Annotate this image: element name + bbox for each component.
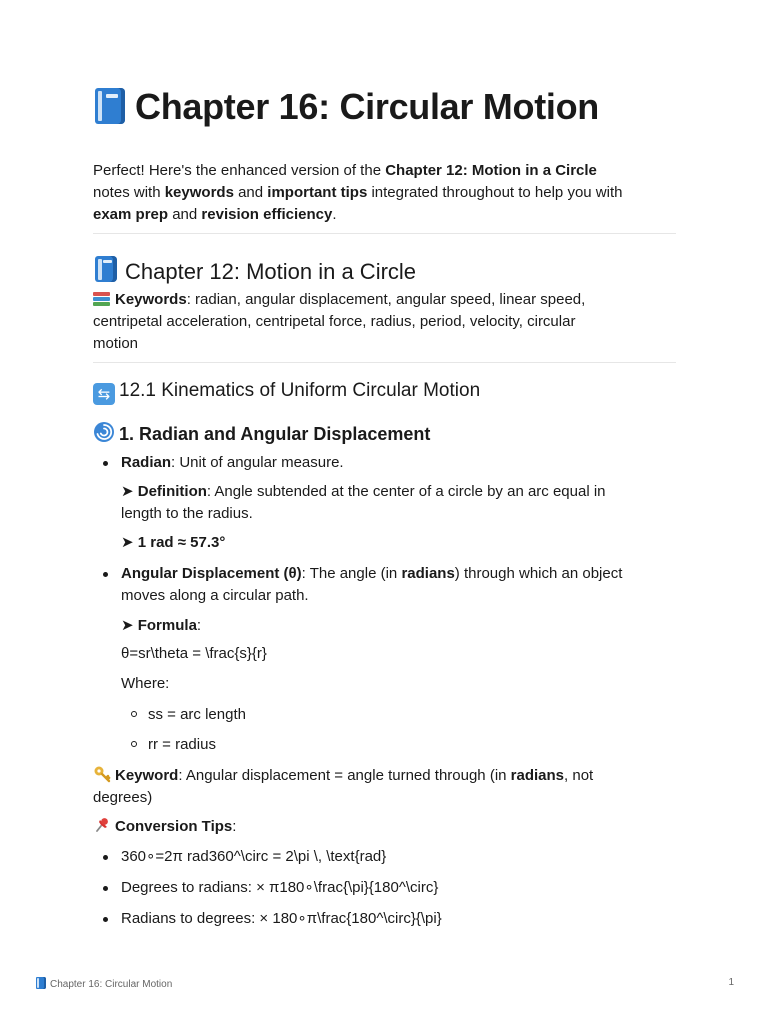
blue-book-icon bbox=[35, 977, 47, 989]
section-heading-text: 12.1 Kinematics of Uniform Circular Motion bbox=[119, 380, 481, 401]
intro-bold: exam prep bbox=[93, 206, 169, 223]
angular-displacement-bold: radians bbox=[401, 565, 455, 582]
where-label: Where: bbox=[121, 675, 170, 692]
chapter-heading bbox=[93, 255, 416, 285]
intro-text: and bbox=[233, 184, 268, 201]
keywords-paragraph bbox=[93, 289, 676, 355]
intro-bold: keywords bbox=[164, 184, 234, 201]
footer-title bbox=[35, 977, 172, 990]
radian-definition bbox=[121, 481, 676, 525]
conversion-colon: : bbox=[232, 818, 237, 835]
subsection-heading bbox=[93, 421, 430, 445]
keyword-text: degrees) bbox=[93, 789, 153, 806]
repeat-icon: ⇆ bbox=[93, 383, 115, 405]
document-title: Chapter 16: Circular Motion bbox=[135, 86, 599, 127]
list-item-radian bbox=[121, 452, 676, 474]
cyclone-icon bbox=[93, 421, 115, 443]
intro-bold: revision efficiency bbox=[201, 206, 333, 223]
intro-text: Perfect! Here's the enhanced version of the bbox=[93, 162, 386, 179]
formula-label: ➤ Formula bbox=[121, 617, 197, 634]
intro-text: and bbox=[168, 206, 202, 223]
footer-title-text: Chapter 16: Circular Motion bbox=[50, 979, 173, 990]
intro-bold: important tips bbox=[267, 184, 368, 201]
intro-text: integrated throughout to help you with bbox=[367, 184, 623, 201]
definition-label: ➤ Definition bbox=[121, 483, 207, 500]
pushpin-icon bbox=[93, 816, 111, 834]
radian-value-text: ➤ 1 rad ≈ 57.3° bbox=[121, 534, 226, 551]
radian-text: : Unit of angular measure. bbox=[171, 454, 344, 471]
page-number: 1 bbox=[728, 977, 734, 988]
list-item: Radians to degrees: × 180∘π\frac{180^\circ}{\pi} bbox=[121, 908, 676, 930]
list-item: ss = arc length bbox=[148, 704, 668, 726]
formula-label-line bbox=[121, 615, 676, 637]
keyword-note bbox=[93, 765, 676, 809]
divider bbox=[93, 362, 676, 363]
blue-book-icon bbox=[93, 87, 127, 125]
keyword-text: , not bbox=[564, 767, 594, 784]
list-item-angular-displacement bbox=[121, 563, 676, 607]
chapter-heading-text: Chapter 12: Motion in a Circle bbox=[125, 259, 417, 284]
radian-value bbox=[121, 532, 676, 554]
subsection-heading-text: 1. Radian and Angular Displacement bbox=[119, 424, 431, 444]
keyword-label: Keyword bbox=[115, 767, 179, 784]
radian-label: Radian bbox=[121, 454, 172, 471]
angular-displacement-text: : The angle (in bbox=[301, 565, 402, 582]
definition-text: length to the radius. bbox=[121, 505, 253, 522]
keywords-label: Keywords bbox=[115, 291, 187, 308]
keywords-text: : radian, angular displacement, angular speed, linear speed, bbox=[186, 291, 586, 308]
angular-displacement-text: moves along a circular path. bbox=[121, 587, 309, 604]
angular-displacement-text: ) through which an object bbox=[454, 565, 623, 582]
conversion-tips-heading bbox=[93, 816, 676, 838]
keywords-text: motion bbox=[93, 335, 139, 352]
keyword-bold: radians bbox=[510, 767, 565, 784]
document-title-heading bbox=[93, 86, 599, 128]
list-item: 360∘=2π rad360^\circ = 2\pi \, \text{rad} bbox=[121, 846, 676, 868]
section-heading bbox=[93, 380, 480, 405]
list-item: rr = radius bbox=[148, 734, 668, 756]
intro-text: . bbox=[332, 206, 337, 223]
intro-text: notes with bbox=[93, 184, 165, 201]
formula-colon: : bbox=[196, 617, 202, 634]
formula-text: θ=sr\theta = \frac{s}{r} bbox=[121, 645, 267, 662]
divider bbox=[93, 233, 676, 234]
blue-book-icon bbox=[93, 255, 119, 283]
intro-bold: Chapter 12: Motion in a Circle bbox=[385, 162, 597, 179]
conversion-label: Conversion Tips bbox=[115, 818, 233, 835]
keyword-text: : Angular displacement = angle turned through (in bbox=[178, 767, 511, 784]
key-icon bbox=[93, 765, 111, 783]
list-item: Degrees to radians: × π180∘\frac{\pi}{180^\circ} bbox=[121, 877, 676, 899]
angular-displacement-label: Angular Displacement (θ) bbox=[121, 565, 302, 582]
books-icon bbox=[93, 292, 110, 306]
keywords-text: centripetal acceleration, centripetal force, radius, period, velocity, circular bbox=[93, 313, 576, 330]
intro-paragraph bbox=[93, 160, 676, 226]
definition-text: : Angle subtended at the center of a circle by an arc equal in bbox=[206, 483, 606, 500]
